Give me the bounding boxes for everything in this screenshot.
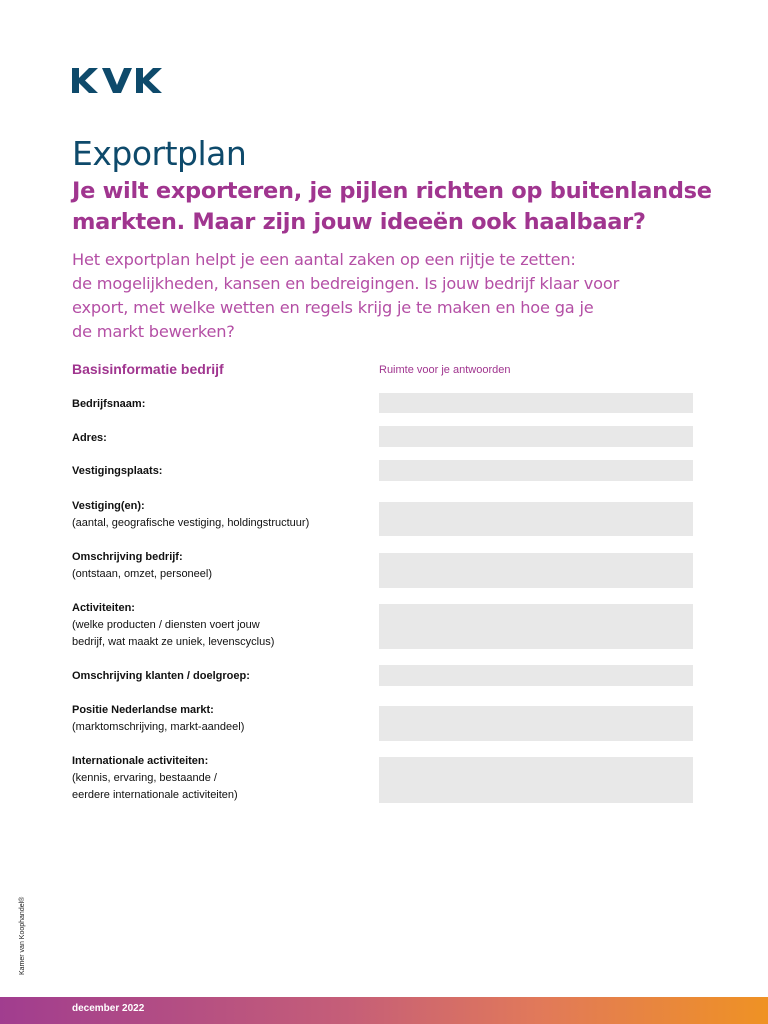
answer-field-omschrijving-bedrijf[interactable]: [379, 553, 693, 588]
answer-field-positie-markt[interactable]: [379, 706, 693, 741]
answer-field-klanten-doelgroep[interactable]: [379, 665, 693, 686]
field-label-text: Vestiging(en):: [72, 500, 145, 512]
answer-field-vestigingsplaats[interactable]: [379, 460, 693, 481]
field-label-text: Bedrijfsnaam:: [72, 398, 146, 410]
field-hint: eerdere internationale activiteiten): [72, 789, 238, 801]
intro-paragraph: [72, 248, 692, 344]
field-label-text: Omschrijving bedrijf:: [72, 551, 183, 563]
answer-field-adres[interactable]: [379, 426, 693, 447]
intro-line: de mogelijkheden, kansen en bedreigingen. Is jouw bedrijf klaar voor: [72, 274, 620, 293]
kvk-logo: [72, 68, 167, 93]
field-label-text: Adres:: [72, 432, 107, 444]
field-label-vestigingsplaats: [72, 463, 162, 480]
field-label-omschrijving-bedrijf: [72, 549, 212, 583]
field-label-positie-markt: [72, 702, 244, 736]
side-organization-text: Kamer van Koophandel®: [19, 896, 26, 975]
field-hint: (aantal, geografische vestiging, holdingstructuur): [72, 517, 310, 529]
field-hint: (ontstaan, omzet, personeel): [72, 568, 213, 580]
field-hint: (kennis, ervaring, bestaande /: [72, 772, 217, 784]
page-subtitle: Je wilt exporteren, je pijlen richten op buitenlandse markten. Maar zijn jouw ideeën ook haalbaar?: [72, 178, 712, 235]
field-label-vestigingen: [72, 498, 309, 532]
page-title: Exportplan: [72, 134, 247, 173]
intro-line: de markt bewerken?: [72, 322, 235, 341]
answer-field-vestigingen[interactable]: [379, 502, 693, 536]
footer-date: december 2022: [72, 1003, 145, 1014]
answer-field-internationale-activiteiten[interactable]: [379, 757, 693, 803]
field-label-text: Positie Nederlandse markt:: [72, 704, 214, 716]
footer-bar: [0, 997, 768, 1024]
field-label-activiteiten: [72, 600, 274, 651]
field-label-klanten-doelgroep: [72, 668, 250, 685]
field-hint: (marktomschrijving, markt-aandeel): [72, 721, 245, 733]
field-label-adres: [72, 430, 107, 447]
answer-hint: Ruimte voor je antwoorden: [379, 364, 511, 376]
field-label-text: Vestigingsplaats:: [72, 465, 163, 477]
section-title: Basisinformatie bedrijf: [72, 361, 224, 377]
intro-line: Het exportplan helpt je een aantal zaken op een rijtje te zetten:: [72, 250, 576, 269]
field-hint: bedrijf, wat maakt ze uniek, levenscyclus): [72, 636, 275, 648]
answer-field-bedrijfsnaam[interactable]: [379, 393, 693, 413]
field-label-text: Activiteiten:: [72, 602, 135, 614]
field-label-bedrijfsnaam: [72, 396, 145, 413]
field-label-text: Internationale activiteiten:: [72, 755, 209, 767]
field-label-text: Omschrijving klanten / doelgroep:: [72, 670, 250, 682]
answer-field-activiteiten[interactable]: [379, 604, 693, 649]
field-hint: (welke producten / diensten voert jouw: [72, 619, 260, 631]
field-label-internationale-activiteiten: [72, 753, 238, 804]
intro-line: export, met welke wetten en regels krijg je te maken en hoe ga je: [72, 298, 594, 317]
